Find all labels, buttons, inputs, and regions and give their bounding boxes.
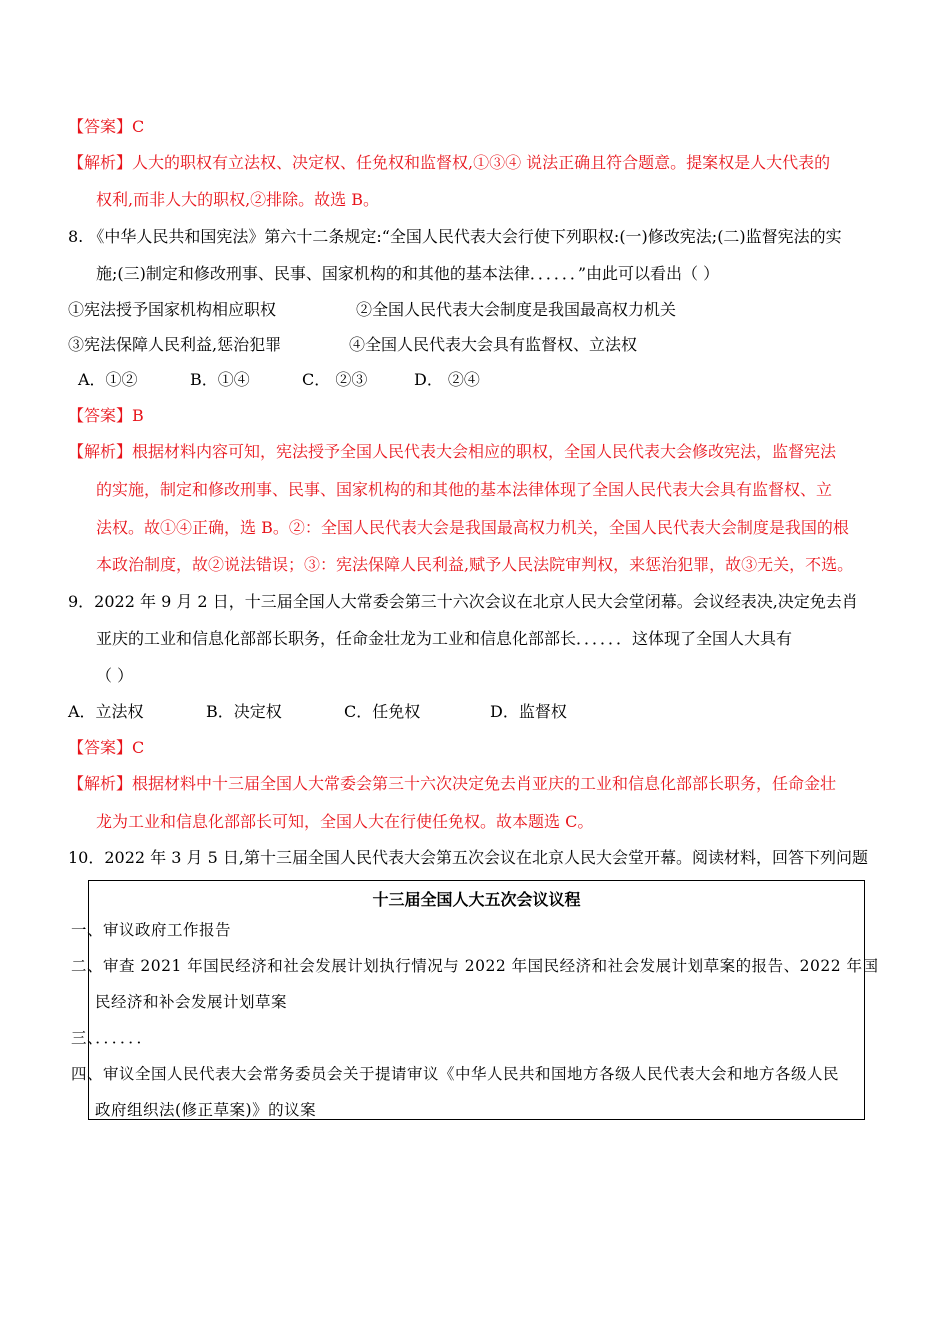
q7-answer: 【答案】C [68, 117, 145, 136]
q8-item-4: ④全国人民代表大会具有监督权、立法权 [349, 335, 638, 354]
q8-option-d: D． ②④ [414, 370, 480, 389]
q9-answer: 【答案】C [68, 738, 145, 757]
q9-option-a: A．立法权 [68, 702, 144, 721]
agenda-title: 十三届全国人大五次会议议程 [372, 890, 581, 909]
q8-option-b: B．①④ [190, 370, 250, 389]
q9-stem-line-1: 9．2022 年 9 月 2 日，十三届全国人大常委会第三十六次会议在北京人民大会堂闭幕。会议经表决,决定免去肖 [68, 592, 858, 611]
agenda-box [71, 880, 879, 1120]
q8-analysis-line-1: 【解析】根据材料内容可知，宪法授予全国人民代表大会相应的职权，全国人民代表大会修改宪法，监督宪法 [68, 442, 837, 461]
q9-option-c: C．任免权 [344, 702, 421, 721]
q8-answer: 【答案】B [68, 406, 144, 425]
q7-analysis-line-1: 【解析】人大的职权有立法权、决定权、任免权和监督权,①③④ 说法正确且符合题意。提案权是人大代表的 [68, 153, 831, 172]
q8-stem-line-1: 8. 《中华人民共和国宪法》第六十二条规定:“全国人民代表大会行使下列职权:(一)修改宪法;(二)监督宪法的实 [68, 227, 842, 246]
q9-option-b: B．决定权 [206, 702, 282, 721]
q9-stem-line-3: （ ） [96, 666, 134, 685]
agenda-row-2-line-1: 二、审查 2021 年国民经济和社会发展计划执行情况与 2022 年国民经济和社会发展计划草案的报告、2022 年国 [71, 957, 879, 975]
q10-stem-line-1: 10．2022 年 3 月 5 日,第十三届全国人民代表大会第五次会议在北京人民大会堂开幕。阅读材料，回答下列问题 [68, 848, 868, 867]
q8-analysis-line-3: 法权。故①④正确，选 B。②：全国人民代表大会是我国最高权力机关，全国人民代表大会制度是我国的根 [96, 518, 849, 537]
agenda-row-3: 三、．．．．．． [71, 1029, 153, 1047]
q8-item-3: ③宪法保障人民利益,惩治犯罪 [68, 335, 282, 354]
q8-analysis-line-2: 的实施，制定和修改刑事、民事、国家机构的和其他的基本法律体现了全国人民代表大会具有监督权、立 [96, 480, 833, 499]
q8-option-a: A．①② [78, 370, 138, 389]
q8-item-1: ①宪法授予国家机构相应职权 [68, 300, 277, 319]
q9-analysis-line-2: 龙为工业和信息化部部长可知，全国人大在行使任免权。故本题选 C。 [96, 812, 594, 831]
q9-analysis-line-1: 【解析】根据材料中十三届全国人大常委会第三十六次决定免去肖亚庆的工业和信息化部部长职务，任命金壮 [68, 774, 837, 793]
q7-analysis-line-2: 权利,而非人大的职权,②排除。故选 B。 [96, 190, 380, 209]
q8-stem-line-2: 施;(三)制定和修改刑事、民事、国家机构的和其他的基本法律．．．．．．”由此可以看出（ ） [96, 264, 720, 283]
agenda-row-1: 一、审议政府工作报告 [71, 921, 232, 939]
agenda-row-2-line-2: 民经济和补会发展计划草案 [95, 993, 288, 1011]
q8-option-c: C． ②③ [302, 370, 368, 389]
q8-analysis-line-4: 本政治制度，故②说法错误；③：宪法保障人民利益,赋予人民法院审判权，来惩治犯罪，故③无关，不选。 [96, 555, 854, 574]
agenda-row-4-line-1: 四、审议全国人民代表大会常务委员会关于提请审议《中华人民共和国地方各级人民代表大会和地方各级人民 [71, 1065, 840, 1083]
q8-item-2: ②全国人民代表大会制度是我国最高权力机关 [356, 300, 677, 319]
q9-stem-line-2: 亚庆的工业和信息化部部长职务，任命金壮龙为工业和信息化部部长．．．．．．这体现了全国人大具有 [96, 629, 793, 648]
agenda-row-4-line-2: 政府组织法(修正草案)》的议案 [95, 1101, 317, 1119]
q9-option-d: D．监督权 [490, 702, 567, 721]
